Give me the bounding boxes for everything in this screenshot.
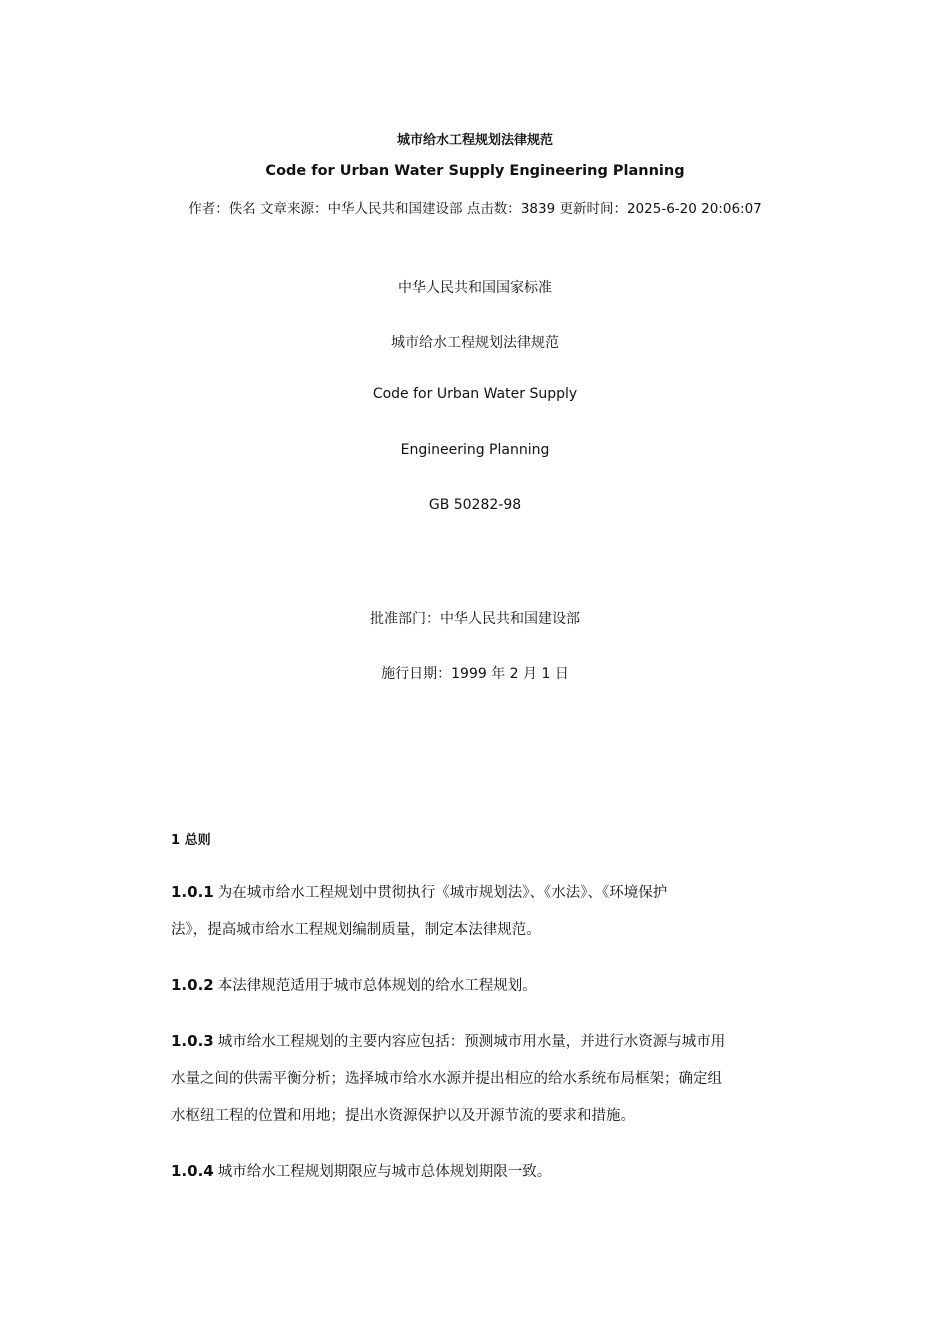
standard-name-en-line2: Engineering Planning (400, 442, 550, 458)
effective-month-suffix: 月 (523, 666, 538, 682)
section-heading: 1 总则 (171, 833, 211, 848)
clause-1-0-3 (171, 1023, 783, 1135)
clause-text: 本法律规范适用于城市总体规划的给水工程规划。 (217, 978, 537, 994)
approval-department (0, 608, 950, 628)
approval-value: 中华人民共和国建设部 (440, 611, 580, 627)
effective-day: 1 (541, 666, 551, 682)
effective-month: 2 (509, 666, 519, 682)
clause-number: 1.0.2 (171, 976, 214, 994)
page-title-cn: 城市给水工程规划法律规范 (396, 133, 553, 148)
effective-label: 施行日期： (381, 666, 452, 682)
standard-type: 中华人民共和国国家标准 (398, 280, 552, 296)
updated-value: 2025-6-20 20:06:07 (626, 201, 762, 217)
clause-text: 城市给水工程规划的主要内容应包括：预测城市用水量，并进行水资源与城市用 (217, 1034, 726, 1050)
clause-text: 城市给水工程规划期限应与城市总体规划期限一致。 (217, 1164, 552, 1180)
clause-number: 1.0.3 (171, 1032, 214, 1050)
effective-year: 1999 (451, 666, 487, 682)
clause-1-0-1 (171, 874, 783, 949)
clause-line (171, 874, 783, 912)
approval-label: 批准部门： (370, 611, 440, 627)
effective-year-suffix: 年 (491, 666, 506, 682)
source-label: 文章来源： (260, 201, 328, 217)
source-value: 中华人民共和国建设部 (327, 201, 463, 217)
author-label: 作者： (188, 201, 229, 217)
article-meta (0, 197, 950, 217)
clause-1-0-2 (171, 967, 783, 1005)
clause-line: 水量之间的供需平衡分析；选择城市给水水源并提出相应的给水系统布局框架；确定组 (171, 1071, 722, 1087)
clause-number: 1.0.4 (171, 1162, 214, 1180)
standard-code: GB 50282-98 (428, 497, 522, 513)
clause-1-0-4 (171, 1153, 783, 1191)
clause-line: 水枢纽工程的位置和用地；提出水资源保护以及开源节流的要求和措施。 (171, 1108, 635, 1124)
standard-name-cn: 城市给水工程规划法律规范 (391, 335, 559, 351)
clause-text: 为在城市给水工程规划中贯彻执行《城市规划法》、《水法》、《环境保护 (217, 885, 668, 901)
clause-line (171, 1153, 783, 1191)
clicks-label: 点击数： (466, 201, 521, 217)
clause-line (171, 967, 783, 1005)
clause-line (171, 1023, 783, 1061)
effective-date (0, 663, 950, 683)
updated-label: 更新时间： (559, 201, 627, 217)
effective-day-suffix: 日 (554, 666, 569, 682)
page-title-en: Code for Urban Water Supply Engineering Planning (265, 163, 685, 179)
clicks-value: 3839 (520, 201, 556, 217)
clause-number: 1.0.1 (171, 883, 214, 901)
clause-line: 法》，提高城市给水工程规划编制质量，制定本法律规范。 (171, 922, 541, 938)
standard-name-en-line1: Code for Urban Water Supply (372, 386, 578, 402)
author-value: 佚名 (228, 201, 256, 217)
